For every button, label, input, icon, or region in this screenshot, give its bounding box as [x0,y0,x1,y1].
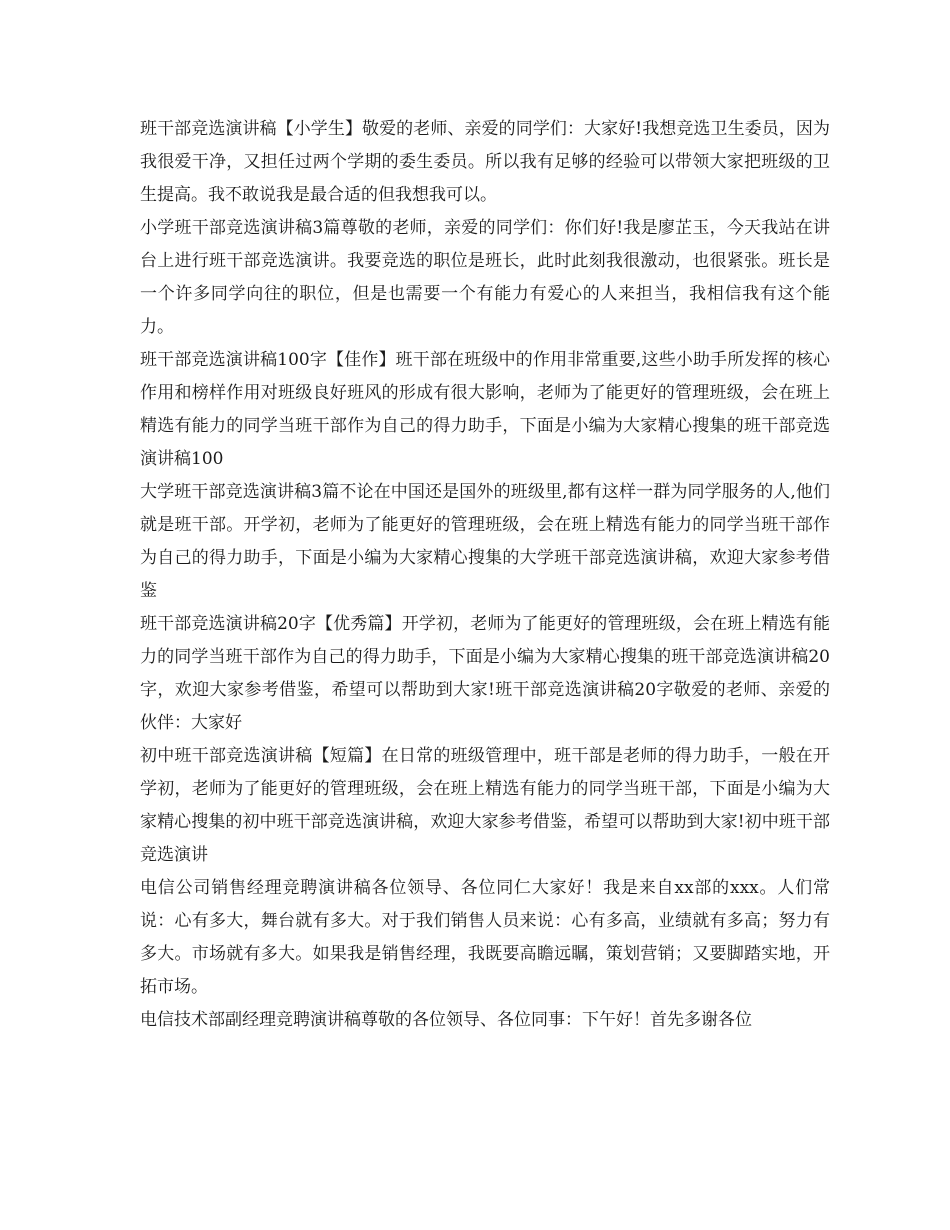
paragraph-4: 大学班干部竞选演讲稿3篇不论在中国还是国外的班级里,都有这样一群为同学服务的人,他们就是班干部。开学初，老师为了能更好的管理班级，会在班上精选有能力的同学当班干部作为自己的得力助手，下面是小编为大家精心搜集的大学班干部竞选演讲稿，欢迎大家参考借鉴 [140,482,830,601]
paragraph-7: 电信公司销售经理竞聘演讲稿各位领导、各位同仁大家好！我是来自xx部的xxx。人们常说：心有多大，舞台就有多大。对于我们销售人员来说：心有多高，业绩就有多高；努力有多大。市场就有多大。如果我是销售经理，我既要高瞻远瞩，策划营销；又要脚踏实地，开拓市场。 [140,878,830,997]
paragraph-6: 初中班干部竞选演讲稿【短篇】在日常的班级管理中，班干部是老师的得力助手，一般在开学初，老师为了能更好的管理班级，会在班上精选有能力的同学当班干部，下面是小编为大家精心搜集的初中班干部竞选演讲稿，欢迎大家参考借鉴，希望可以帮助到大家!初中班干部竞选演讲 [140,746,830,865]
paragraph-8: 电信技术部副经理竞聘演讲稿尊敬的各位领导、各位同事：下午好！首先多谢各位 [140,1010,752,1030]
paragraph-2: 小学班干部竞选演讲稿3篇尊敬的老师，亲爱的同学们：你们好!我是廖芷玉，今天我站在讲台上进行班干部竞选演讲。我要竞选的职位是班长，此时此刻我很激动，也很紧张。班长是一个许多同学向往的职位，但是也需要一个有能力有爱心的人来担当，我相信我有这个能力。 [140,218,830,337]
paragraph-1: 班干部竞选演讲稿【小学生】敬爱的老师、亲爱的同学们：大家好!我想竞选卫生委员，因为我很爱干净，又担任过两个学期的委生委员。所以我有足够的经验可以带领大家把班级的卫生提高。我不敢说我是最合适的但我想我可以。 [140,119,830,205]
document-body [140,113,830,1037]
paragraph-3: 班干部竞选演讲稿100字【佳作】班干部在班级中的作用非常重要,这些小助手所发挥的核心作用和榜样作用对班级良好班风的形成有很大影响，老师为了能更好的管理班级，会在班上精选有能力的同学当班干部作为自己的得力助手，下面是小编为大家精心搜集的班干部竞选演讲稿100 [140,350,830,469]
paragraph-5: 班干部竞选演讲稿20字【优秀篇】开学初，老师为了能更好的管理班级，会在班上精选有能力的同学当班干部作为自己的得力助手，下面是小编为大家精心搜集的班干部竞选演讲稿20字，欢迎大家参考借鉴，希望可以帮助到大家!班干部竞选演讲稿20字敬爱的老师、亲爱的伙伴：大家好 [140,614,830,733]
